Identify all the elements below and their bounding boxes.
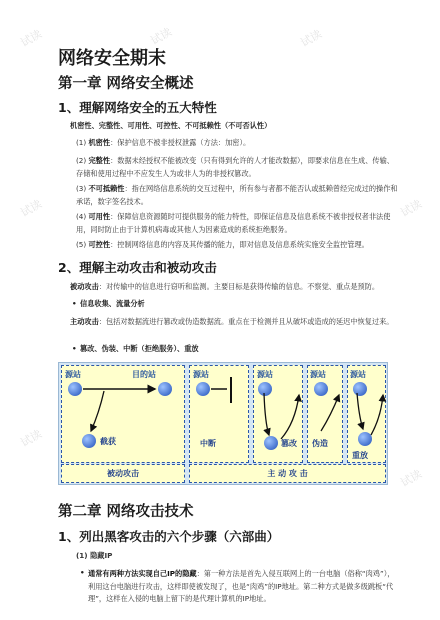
attack-types-diagram xyxy=(58,362,388,485)
attack-caption: 重放 xyxy=(352,451,368,460)
active-attack-bullet: • 篡改、伪装、中断（拒绝服务）、重放 xyxy=(80,344,199,354)
section-heading: 1、理解网络安全的五大特性 xyxy=(58,100,217,115)
dest-label: 目的站 xyxy=(132,370,156,379)
property-item: (1) 机密性：保护信息不被非授权泄露（方法：加密）。 xyxy=(76,138,251,147)
document-title: 网络安全期末 xyxy=(58,48,166,69)
attack-caption: 中断 xyxy=(200,439,216,448)
attack-caption: 截获 xyxy=(100,437,116,446)
property-item: (3) 不可抵赖性：指在网络信息系统的交互过程中，所有参与者都不能否认或抵赖曾经完成过的操作和承诺，数字签名技术。 xyxy=(76,184,398,206)
watermark-text: 试读 xyxy=(18,197,45,220)
watermark-text: 试读 xyxy=(398,197,425,220)
property-item: (4) 可用性：保障信息资源随时可提供服务的能力特性，即保证信息及信息系统不被非授权者非法使用，同时防止由于计算机病毒或其他人为因素造成的系统拒绝服务。 xyxy=(76,212,391,234)
property-item: (2) 完整性：数据未经授权不能被改变（只有得到允许的人才能改数据），即要求信息在生成、传输、存储和使用过程中不应发生人为或非人为的非授权篡改。 xyxy=(76,156,394,178)
active-attack-text: 主动攻击：包括对数据流进行篡改或伪造数据流。重点在于检测并且从破坏或造成的延迟中恢复过来。 xyxy=(70,317,394,326)
chapter-heading: 第二章 网络攻击技术 xyxy=(58,504,194,520)
step-heading: (1) 隐藏IP xyxy=(76,551,113,560)
source-label: 源站 xyxy=(350,370,366,379)
fabricate-arrow xyxy=(321,395,339,431)
watermark-text: 试读 xyxy=(18,27,45,50)
bullet-icon: • xyxy=(80,568,85,577)
source-label: 源站 xyxy=(193,370,209,379)
attack-caption: 篡改 xyxy=(281,439,297,448)
watermark-text: 试读 xyxy=(148,25,175,48)
replay-arrow-out xyxy=(371,395,383,435)
section-heading: 1、列出黑客攻击的六个步骤（六部曲） xyxy=(58,529,280,544)
watermark-text: 试读 xyxy=(398,467,425,490)
passive-attack-bullet: • 信息收集、流量分析 xyxy=(80,299,145,309)
source-label: 源站 xyxy=(65,370,81,379)
modify-arrow-in xyxy=(264,393,269,435)
hide-ip-text: 通常有两种方法实现自己IP的隐藏：第一种方法是首先入侵互联网上的一台电脑（俗称“肉鸡”），利用这台电脑进行攻击，这样即使被发现了，也是“肉鸡”的IP地址。第二种方式是做多级跳板“代理”，这样在入侵的电脑上留下的是代理计算机的IP地址。 xyxy=(88,569,395,603)
passive-attack-text: 被动攻击：对传输中的信息进行窃听和监测。主要目标是获得传输的信息。不察觉、重点是预防。 xyxy=(70,282,380,291)
watermark-text: 试读 xyxy=(18,427,45,450)
active-attack-band: 主 动 攻 击 xyxy=(189,464,386,483)
property-item: (5) 可控性：控制网络信息的内容及其传播的能力，即对信息及信息系统实施安全监控管理。 xyxy=(76,240,369,249)
source-label: 源站 xyxy=(257,370,273,379)
watermark-text: 试读 xyxy=(298,27,325,50)
properties-summary: 机密性、完整性、可用性、可控性、不可抵赖性（不可否认性） xyxy=(70,121,272,130)
modify-arrow-out xyxy=(281,395,299,439)
source-label: 源站 xyxy=(310,370,326,379)
replay-arrow-in xyxy=(357,393,363,429)
section-heading: 2、理解主动攻击和被动攻击 xyxy=(58,260,217,275)
passive-attack-band: 被动攻击 xyxy=(61,464,185,483)
intercept-arrow xyxy=(91,391,104,431)
chapter-heading: 第一章 网络安全概述 xyxy=(58,76,194,92)
attack-caption: 伪造 xyxy=(312,439,328,448)
